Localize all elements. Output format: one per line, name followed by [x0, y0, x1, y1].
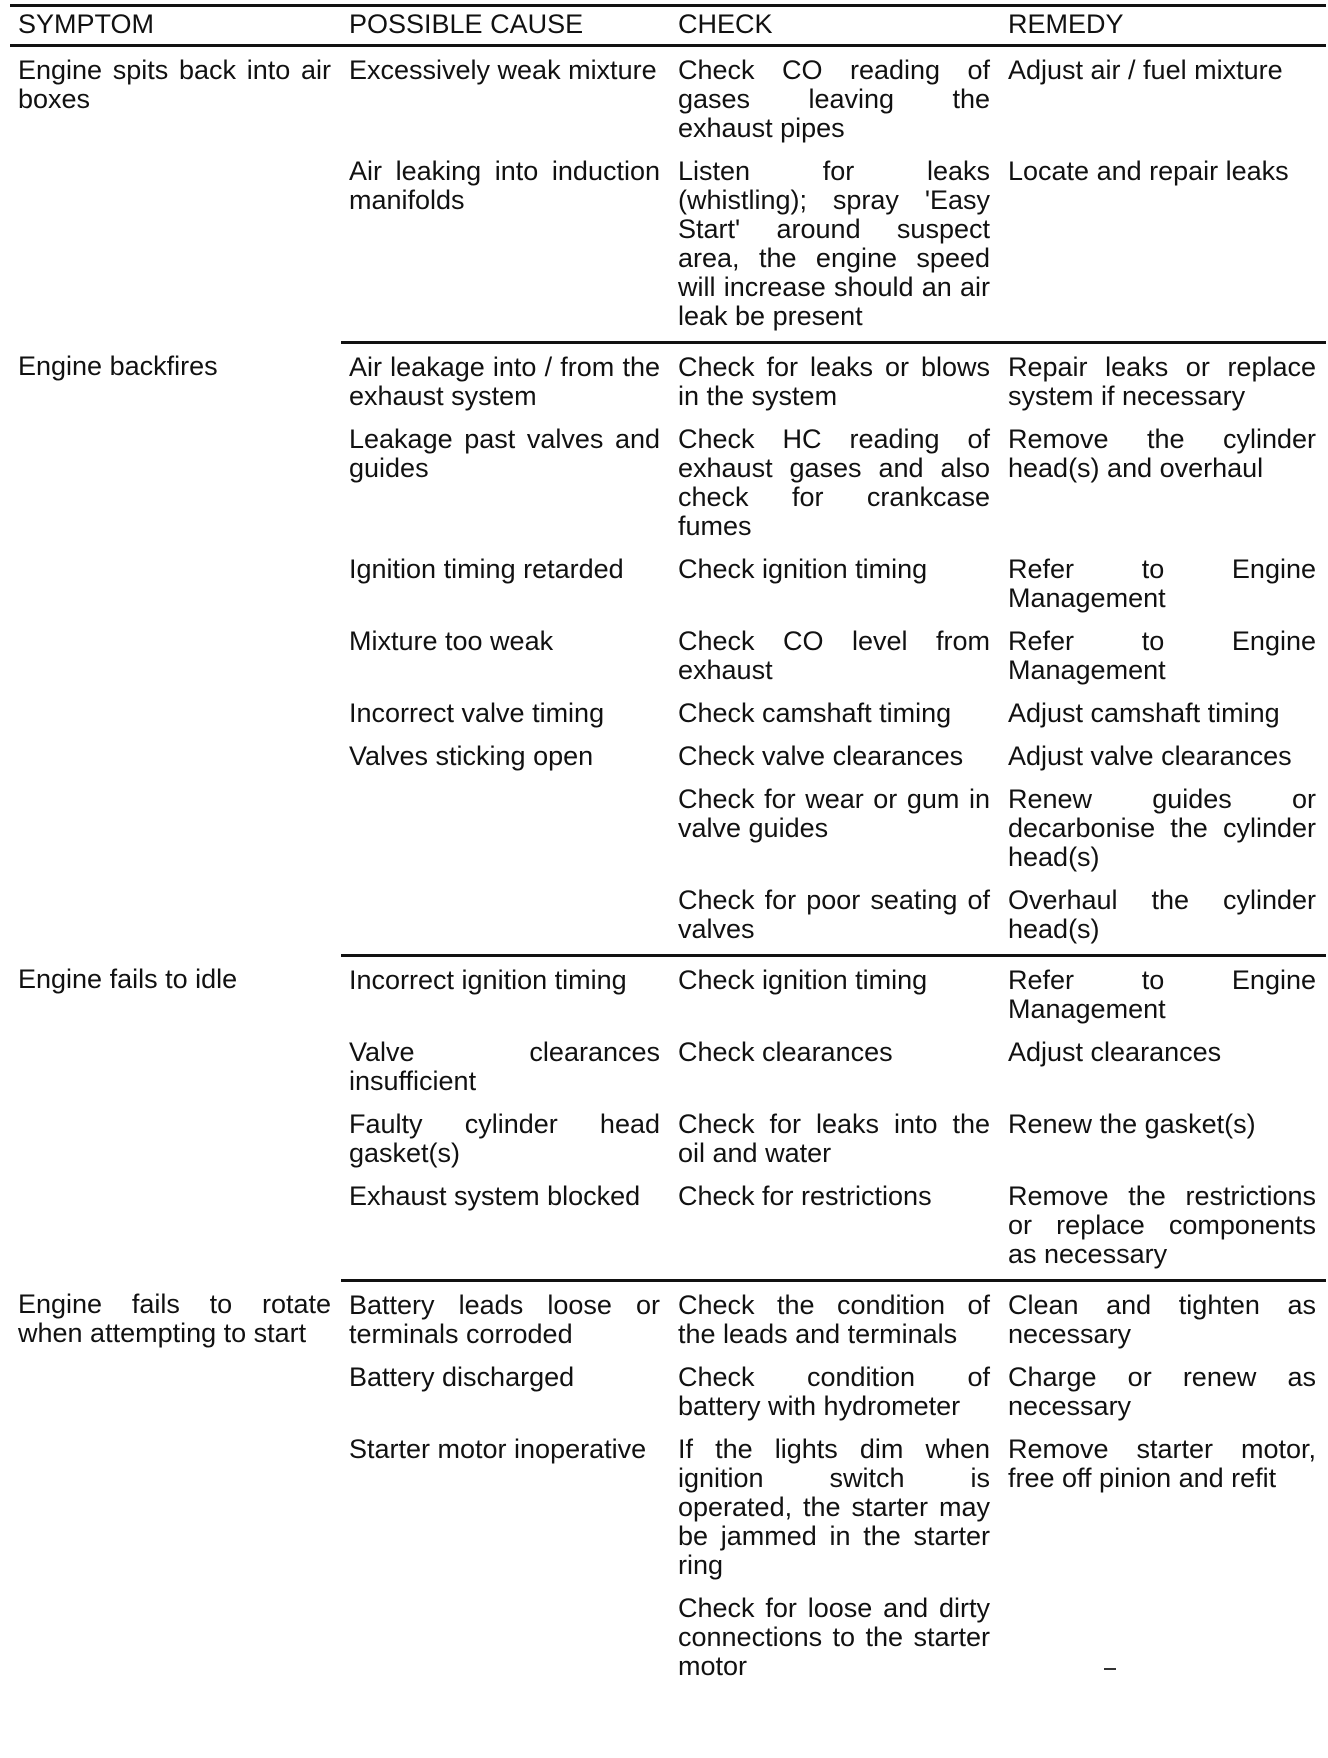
header-possible-cause: POSSIBLE CAUSE	[341, 6, 670, 46]
check-cell: Check the condition of the leads and terminals	[678, 1290, 990, 1349]
remedy-cell: Renew the gasket(s)	[1008, 1109, 1256, 1139]
check-cell: Check CO reading of gases leaving the exhaust pipes	[678, 55, 990, 143]
remedy-cell: Refer to Engine Management	[1008, 626, 1316, 685]
fault-diagnosis-table	[10, 4, 1326, 1688]
cause-cell: Air leaking into induction manifolds	[341, 150, 670, 343]
cause-cell: Leakage past valves and guides	[349, 424, 660, 483]
cause-cell: Incorrect valve timing	[349, 698, 605, 728]
check-cell: Check camshaft timing	[678, 698, 952, 728]
table-body	[10, 46, 1326, 1689]
table-row	[10, 1281, 1326, 1357]
cause-cell: Faulty cylinder head gasket(s)	[349, 1109, 660, 1168]
cause-cell: Excessively weak mixture	[349, 55, 657, 85]
symptom-cell: Engine fails to idle	[18, 963, 238, 994]
check-cell: Check for poor seating of valves	[670, 879, 1000, 956]
cause-cell: Exhaust system blocked	[341, 1175, 670, 1281]
table-header	[10, 6, 1326, 46]
check-cell: Check CO level from exhaust	[678, 626, 990, 685]
cause-cell	[341, 778, 670, 879]
symptom-cell: Engine backfires	[18, 350, 218, 381]
cause-cell	[341, 1587, 670, 1688]
check-cell: Check condition of battery with hydrometer	[678, 1362, 990, 1421]
symptom-cell: Engine spits back into air boxes	[18, 55, 331, 114]
remedy-cell: Adjust camshaft timing	[1008, 698, 1280, 728]
cause-cell: Battery leads loose or terminals corroded	[349, 1290, 660, 1349]
table-row	[10, 343, 1326, 419]
remedy-cell: Refer to Engine Management	[1008, 554, 1316, 613]
check-cell: Listen for leaks (whistling); spray 'Easy Start' around suspect area, the engine speed will increase should an air leak be present	[670, 150, 1000, 343]
cause-cell: Valve clearances insufficient	[349, 1037, 660, 1096]
symptom-cell: Engine fails to rotate when attempting to start	[18, 1288, 331, 1348]
remedy-cell: Adjust air / fuel mixture	[1008, 55, 1283, 85]
cause-cell: Valves sticking open	[349, 741, 594, 771]
cause-cell	[341, 879, 670, 956]
check-cell: Check for leaks into the oil and water	[678, 1109, 990, 1168]
check-cell: Check for leaks or blows in the system	[678, 352, 990, 411]
check-cell: Check valve clearances	[678, 741, 964, 771]
check-cell: Check for restrictions	[670, 1175, 1000, 1281]
cause-cell: Air leakage into / from the exhaust system	[349, 352, 660, 411]
cause-cell: Battery discharged	[349, 1362, 575, 1392]
check-cell: Check for loose and dirty connections to the starter motor	[678, 1593, 990, 1681]
check-cell: Check HC reading of exhaust gases and also check for crankcase fumes	[678, 424, 990, 541]
header-remedy: REMEDY	[1000, 6, 1326, 46]
cause-cell: Ignition timing retarded	[349, 554, 624, 584]
header-symptom: SYMPTOM	[10, 6, 341, 46]
check-cell: Check ignition timing	[678, 554, 928, 584]
table-row	[10, 956, 1326, 1032]
check-cell: If the lights dim when ignition switch is operated, the starter may be jammed in the starter ring	[678, 1434, 990, 1580]
check-cell: Check ignition timing	[678, 965, 928, 995]
remedy-cell: Adjust clearances	[1008, 1037, 1222, 1067]
check-cell: Check clearances	[678, 1037, 893, 1067]
remedy-cell: Locate and repair leaks	[1000, 150, 1326, 343]
cause-cell: Starter motor inoperative	[349, 1434, 647, 1464]
remedy-cell: Remove the restrictions or replace components as necessary	[1000, 1175, 1326, 1281]
remedy-cell: Clean and tighten as necessary	[1008, 1290, 1316, 1349]
header-check: CHECK	[670, 6, 1000, 46]
remedy-cell: Remove the cylinder head(s) and overhaul	[1008, 424, 1316, 483]
check-cell: Check for wear or gum in valve guides	[678, 784, 990, 843]
table-row	[10, 46, 1326, 151]
cause-cell: Incorrect ignition timing	[349, 965, 627, 995]
remedy-cell: Remove starter motor, free off pinion and refit	[1008, 1434, 1316, 1493]
remedy-cell: Overhaul the cylinder head(s)	[1000, 879, 1326, 956]
cause-cell: Mixture too weak	[349, 626, 554, 656]
remedy-cell: Refer to Engine Management	[1008, 965, 1316, 1024]
stray-dash-mark	[1104, 1668, 1116, 1670]
remedy-cell: Renew guides or decarbonise the cylinder head(s)	[1008, 784, 1316, 872]
remedy-cell	[1000, 1587, 1326, 1688]
header-row	[10, 6, 1326, 46]
remedy-cell: Repair leaks or replace system if necessary	[1008, 352, 1316, 411]
remedy-cell: Adjust valve clearances	[1008, 741, 1292, 771]
remedy-cell: Charge or renew as necessary	[1008, 1362, 1316, 1421]
